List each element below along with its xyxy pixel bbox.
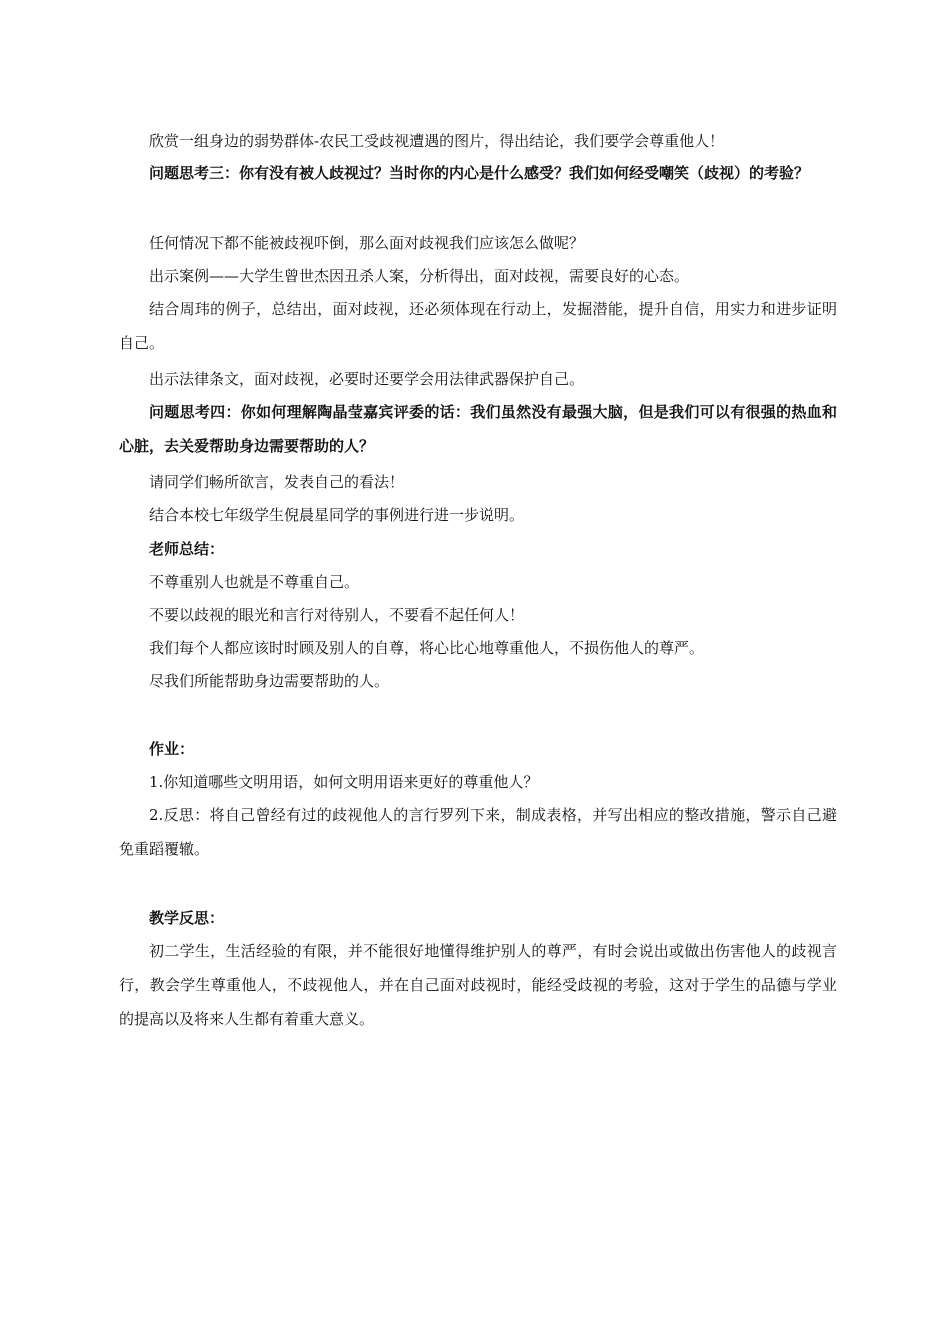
paragraph-school-example: 结合本校七年级学生倪晨星同学的事例进行进一步说明。 [149, 506, 525, 524]
paragraph-legal-articles: 出示法律条文，面对歧视，必要时还要学会用法律武器保护自己。 [149, 370, 585, 388]
summary-line-2: 不要以歧视的眼光和言行对待别人，不要看不起任何人！ [149, 606, 525, 624]
teacher-summary-heading: 老师总结： [149, 540, 225, 558]
homework-item-1: 1.你知道哪些文明用语，如何文明用语来更好的尊重他人？ [149, 773, 539, 791]
summary-line-4: 尽我们所能帮助身边需要帮助的人。 [149, 672, 390, 690]
paragraph-zhou-wei-example: 结合周玮的例子，总结出，面对歧视，还必须体现在行动上，发掘潜能，提升自信，用实力和进步证明自己。 [119, 300, 837, 352]
summary-line-3: 我们每个人都应该时时顾及别人的自尊，将心比心地尊重他人，不损伤他人的尊严。 [149, 639, 705, 657]
paragraph-case-study: 出示案例——大学生曾世杰因丑杀人案，分析得出，面对歧视，需要良好的心态。 [149, 267, 690, 285]
paragraph-not-intimidated: 任何情况下都不能被歧视吓倒，那么面对歧视我们应该怎么做呢？ [149, 234, 585, 252]
teaching-reflection-body: 初二学生，生活经验的有限，并不能很好地懂得维护别人的尊严，有时会说出或做出伤害他人的歧视言行，教会学生尊重他人，不歧视他人，并在自己面对歧视时，能经受歧视的考验，这对于学生的品德与学业的提高以及将来人生都有着重大意义。 [119, 942, 837, 1028]
paragraph-discussion: 请同学们畅所欲言，发表自己的看法！ [149, 473, 405, 491]
homework-heading: 作业： [149, 740, 195, 758]
teaching-reflection-heading: 教学反思： [149, 909, 225, 927]
question-three: 问题思考三：你有没有被人歧视过？当时你的内心是什么感受？我们如何经受嘲笑（歧视）的考验？ [149, 164, 810, 182]
paragraph-images-conclusion: 欣赏一组身边的弱势群体-农民工受歧视遭遇的图片，得出结论，我们要学会尊重他人！ [149, 132, 725, 150]
question-four: 问题思考四：你如何理解陶晶莹嘉宾评委的话：我们虽然没有最强大脑，但是我们可以有很强的热血和心脏，去关爱帮助身边需要帮助的人？ [119, 403, 837, 455]
summary-line-1: 不尊重别人也就是不尊重自己。 [149, 573, 360, 591]
homework-item-2: 2.反思：将自己曾经有过的歧视他人的言行罗列下来，制成表格，并写出相应的整改措施，警示自己避免重蹈覆辙。 [119, 806, 837, 858]
